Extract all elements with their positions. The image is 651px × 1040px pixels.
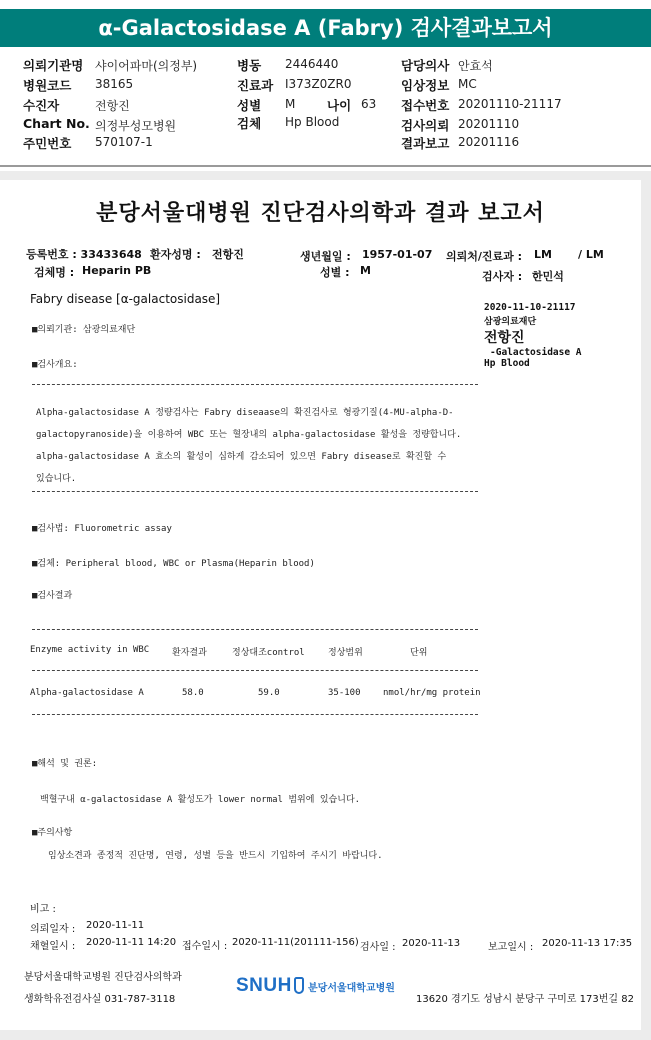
footer-address: 13620 경기도 성남시 분당구 구미로 173번길 82 — [416, 994, 634, 1005]
sticker-line: -Galactosidase A — [490, 347, 582, 358]
patient-name-label: 환자성명 : — [150, 248, 201, 261]
sex-label: 성별 : — [320, 266, 350, 279]
field-value: 안효석 — [458, 59, 493, 73]
header-divider — [0, 165, 651, 167]
remark-label: 비고 : — [30, 904, 56, 915]
report-date-label: 보고일시 : — [488, 942, 534, 953]
table-cell: 58.0 — [182, 688, 204, 698]
report-title: 분당서울대병원 진단검사의학과 결과 보고서 — [96, 201, 545, 226]
divider — [32, 384, 478, 385]
field-label: 주민번호 — [23, 136, 72, 151]
field-value: 의정부성모병원 — [95, 119, 177, 133]
table-header: 정상범위 — [328, 648, 363, 658]
results-heading: ■검사결과 — [32, 591, 73, 601]
field-label: Chart No. — [23, 116, 90, 131]
field-value: 전항진 — [95, 99, 130, 113]
field-value: 63 — [361, 97, 377, 111]
field-value: I373Z0ZR0 — [285, 77, 352, 91]
table-header: Enzyme activity in WBC — [30, 645, 150, 655]
table-cell: 59.0 — [258, 688, 280, 698]
header-title: α-Galactosidase A (Fabry) 검사결과보고서 — [0, 9, 651, 47]
specimen-sticker — [484, 302, 624, 369]
field-label: 수진자 — [23, 98, 60, 113]
table-header: 단위 — [410, 648, 428, 658]
dept-value: LM — [534, 248, 552, 261]
notes-text: 임상소견과 종정적 진단명, 연령, 성별 등을 반드시 기입하여 주시기 바랍니다. — [48, 851, 383, 861]
sticker-line: 전항진 — [484, 330, 525, 346]
sticker-line: Hp Blood — [484, 358, 530, 369]
registration-number: 등록번호 : 33433648 — [26, 248, 142, 261]
notes-heading: ■주의사항 — [32, 828, 73, 838]
field-value: 샤이어파마(의정부) — [95, 59, 198, 73]
logo-text: SNUH — [236, 975, 292, 996]
dob: 1957-01-07 — [362, 248, 433, 261]
specimen-value: Heparin PB — [82, 264, 152, 277]
dept-label: 의뢰처/진료과 : — [446, 250, 523, 263]
field-label: 검사의뢰 — [401, 118, 450, 133]
table-cell: Alpha-galactosidase A — [30, 688, 144, 698]
table-top-rule — [32, 629, 478, 630]
sex-value: M — [360, 264, 371, 277]
test-date: 2020-11-13 — [402, 938, 461, 949]
overview-line: 있습니다. — [36, 474, 77, 484]
field-label: 의뢰기관명 — [23, 58, 84, 73]
field-label: 병동 — [237, 58, 262, 73]
sticker-line: 삼광의료재단 — [484, 317, 537, 327]
field-label: 나이 — [327, 98, 352, 113]
dept-value-2: / LM — [578, 248, 604, 261]
table-header: 환자결과 — [172, 648, 207, 658]
request-date: 2020-11-11 — [86, 920, 145, 931]
interpretation-heading: ■해석 및 권론: — [32, 759, 98, 769]
table-header-rule — [32, 670, 478, 671]
field-value: 570107-1 — [95, 135, 153, 149]
field-label: 병원코드 — [23, 78, 72, 93]
divider — [32, 491, 478, 492]
field-value: 20201110-21117 — [458, 97, 562, 111]
footer-department: 분당서울대학교병원 진단검사의학과 — [24, 972, 182, 983]
receipt-date-label: 접수일시 : — [182, 941, 228, 952]
test-name: Fabry disease [α-galactosidase] — [30, 292, 221, 306]
dob-label: 생년월일 : — [300, 250, 351, 263]
tester-label: 검사자 : — [482, 270, 523, 283]
footer-lab: 생화학유전검사실 031-787-3118 — [24, 994, 176, 1005]
field-label: 진료과 — [237, 78, 274, 93]
specimen-label: 검체명 : — [34, 266, 75, 279]
field-label: 임상정보 — [401, 78, 450, 93]
table-header: 정상대조control — [232, 648, 305, 658]
draw-date: 2020-11-11 14:20 — [86, 937, 177, 948]
report-page — [0, 180, 641, 1030]
receipt-date: 2020-11-11(201111-156) — [232, 937, 359, 948]
overview-line: Alpha-galactosidase A 정량검사는 Fabry diseaase의 확진검사로 형광기질(4-MU-alpha-D- — [36, 408, 454, 418]
table-cell: 35-100 — [328, 688, 361, 698]
tester-value: 한민석 — [532, 270, 564, 283]
field-value: 2446440 — [285, 57, 339, 71]
field-value: 38165 — [95, 77, 134, 91]
logo-hospital-name: 분당서울대학교병원 — [308, 983, 395, 994]
field-label: 결과보고 — [401, 136, 450, 151]
overview-line: galactopyranoside)을 이용하여 WBC 또는 혈장내의 alpha-galactosidase 활성을 정량합니다. — [36, 430, 462, 440]
field-label: 담당의사 — [401, 58, 450, 73]
field-value: 20201116 — [458, 135, 520, 149]
table-cell: nmol/hr/mg protein — [383, 688, 481, 698]
field-label: 접수번호 — [401, 98, 450, 113]
overview-text — [36, 402, 461, 490]
logo-mark-icon — [294, 977, 304, 994]
specimen-line: ■검체: Peripheral blood, WBC or Plasma(Heparin blood) — [32, 559, 315, 569]
overview-heading: ■검사개요: — [32, 360, 78, 370]
field-value: Hp Blood — [285, 115, 340, 129]
report-date: 2020-11-13 17:35 — [542, 938, 633, 949]
request-date-label: 의뢰일자 : — [30, 924, 76, 935]
field-label: 검체 — [237, 116, 262, 131]
header-form — [0, 0, 651, 171]
field-label: 성별 — [237, 98, 262, 113]
method: ■검사법: Fluorometric assay — [32, 524, 172, 534]
test-date-label: 검사일 : — [360, 942, 396, 953]
requesting-org: ■의뢰기관: 삼광의료재단 — [32, 325, 136, 335]
field-value: 20201110 — [458, 117, 520, 131]
interpretation-text: 백혈구내 α-galactosidase A 활성도가 lower normal 범위에 있습니다. — [40, 795, 361, 805]
table-bottom-rule — [32, 714, 478, 715]
field-value: MC — [458, 77, 477, 91]
draw-date-label: 채혈일시 : — [30, 941, 76, 952]
patient-name: 전항진 — [212, 248, 244, 261]
field-value: M — [285, 97, 296, 111]
overview-line: alpha-galactosidase A 효소의 활성이 심하게 감소되어 있으면 Fabry disease로 확진할 수 — [36, 452, 447, 462]
sticker-line: 2020-11-10-21117 — [484, 302, 576, 313]
